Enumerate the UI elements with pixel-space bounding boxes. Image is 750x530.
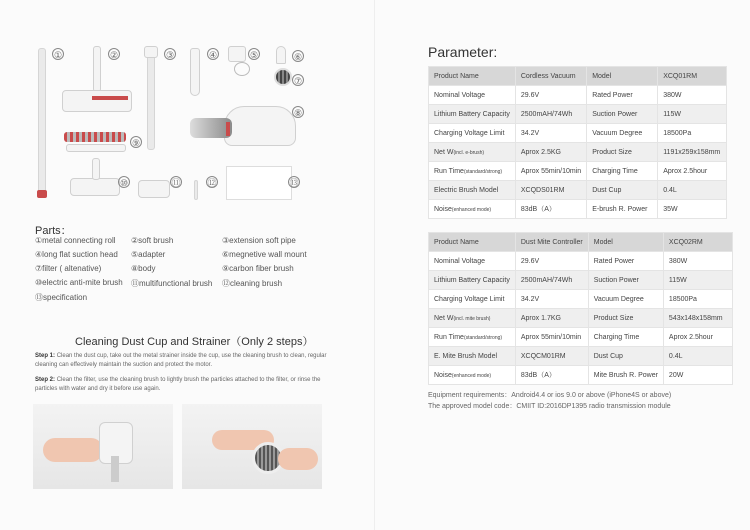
part-item: ⑪multifunctional brush [131,279,213,288]
spec-cell [515,309,588,328]
part-item: ⑧body [131,264,156,273]
spec-cell-note: (incl. mite brush) [453,315,491,322]
spec-cell [515,124,586,143]
spec-row [429,181,727,200]
spec-cell [658,181,727,200]
long-flat-suction-head-image [190,48,200,96]
note-line: Equipment requirements：Android4.4 or ios 9.0 or above (iPhone4S or above) [428,392,672,399]
spec-cell [429,233,516,252]
magnetic-wall-mount-image [276,46,286,64]
spec-cell [429,290,516,309]
spec-cell-text: 29.6V [520,91,540,99]
spec-cell-text: 35W [663,205,678,213]
spec-cell [515,86,586,105]
strainer-image [111,456,119,482]
spec-row [429,105,727,124]
spec-cell [429,347,516,366]
anti-mite-brush-neck-image [92,158,100,180]
spec-cell-text: Charging Voltage Limit [434,129,505,137]
spec-cell [658,200,727,219]
spec-cell-text: Vacuum Degree [593,295,644,303]
spec-cell-text: Model [593,238,613,246]
spec-row [429,86,727,105]
spec-cell [515,366,588,385]
spec-cell-text: Aprox 55min/10min [520,333,582,341]
part-number-5: ⑤ [249,50,259,60]
spec-cell-text: XCQ02RM [668,238,703,246]
spec-cell [658,162,727,181]
spec-cell-text: E. Mite Brush Model [434,352,498,360]
note-line: The approved model code：CMIIT ID:2016DP1395 radio transmission module [428,403,671,410]
part-item: ⑨carbon fiber brush [222,264,294,273]
spec-cell-text: XCQ01RM [663,72,698,80]
spec-cell [658,143,727,162]
part-item: ⑬specification [35,293,88,302]
spec-cell [663,366,732,385]
spec-cell-text: 2500mAH/74Wh [520,110,573,118]
spec-cell [429,309,516,328]
parts-title: Parts： [35,225,72,237]
spec-cell [515,252,588,271]
part-number-6: ⑥ [293,52,303,62]
carbon-fiber-brush-image [64,132,126,142]
spec-cell-text: Dust Cup [592,186,622,194]
spec-cell [587,67,658,86]
spec-cell [587,162,658,181]
spec-cell-text: Noise [434,371,452,379]
part-number-10: ⑩ [119,178,129,188]
spec-cell-text: Product Size [593,314,634,322]
spec-cell [429,252,516,271]
spec-cell-text: Nominal Voltage [434,257,485,265]
step-1 [35,352,335,370]
step-2 [35,376,335,394]
part-number-4: ④ [208,50,218,60]
step-1-label: Step 1: [35,353,56,359]
spec-cell-note: (standard/strong) [463,168,503,175]
spec-cell-text: Electric Brush Model [434,186,499,194]
spec-cell-text: 380W [663,91,682,99]
spec-cell [429,105,516,124]
spec-cell-text: Aprox 2.5hour [668,333,713,341]
vacuum-spec-table [428,66,727,219]
spec-cell [515,105,586,124]
spec-cell [588,271,663,290]
hand-image [43,438,103,462]
step-2-photo [182,404,322,489]
spec-cell-text: 1191x259x158mm [663,148,721,156]
carbon-fiber-brush-base-image [66,144,126,152]
spec-cell-text: Suction Power [593,276,639,284]
spec-cell [663,252,732,271]
spec-cell-text: Product Name [434,72,479,80]
spec-cell-text: Cordless Vacuum [520,72,576,80]
spec-cell [515,200,586,219]
spec-cell-text: Rated Power [592,91,633,99]
spec-cell [663,328,732,347]
spec-cell-text: Run Time [434,167,464,175]
body-accent-image [226,122,230,136]
spec-cell [587,86,658,105]
spec-cell [663,347,732,366]
spec-cell [587,181,658,200]
spec-row [429,328,733,347]
spec-cell-text: Product Name [434,238,479,246]
spec-cell-note: (enhanced mode) [451,206,492,213]
cleaning-title: Cleaning Dust Cup and Strainer（Only 2 steps） [75,336,314,348]
part-number-7: ⑦ [293,76,303,86]
spec-cell [429,86,516,105]
spec-cell [429,181,516,200]
spec-cell [588,347,663,366]
spec-cell [515,290,588,309]
spec-cell-text: Charging Time [592,167,638,175]
soft-brush-strip-image [92,96,128,100]
specification-booklet-image [226,166,292,200]
spec-cell-text: Lithium Battery Capacity [434,110,510,118]
spec-cell [588,309,663,328]
part-item: ⑫cleaning brush [222,279,283,288]
soft-brush-image [62,90,132,112]
spec-cell-text: 83dB（A） [520,206,556,213]
spec-cell-text: Product Size [592,148,632,156]
spec-cell-text: 34.2V [520,295,540,303]
adapter-cable-image [234,62,250,76]
spec-cell [588,233,663,252]
spec-cell [515,271,588,290]
hand-image [278,448,318,470]
part-number-2: ② [109,50,119,60]
spec-row [429,271,733,290]
spec-cell-text: Aprox 2.5KG [520,148,561,156]
spec-row [429,233,733,252]
parts-illustration [30,40,350,220]
part-item: ⑦filter ( altenative) [35,264,102,273]
parameter-title: Parameter: [428,44,498,60]
step-1-text: Clean the dust cup, take out the metal strainer inside the cup, use the cleaning brush to clean, regular cleaning can effectively maintain the suction and protect the motor. [35,353,327,368]
spec-cell [429,67,516,86]
part-number-1: ① [53,50,63,60]
spec-cell-text: 543x148x158mm [668,314,723,322]
part-item: ⑤adapter [131,250,166,259]
spec-row [429,162,727,181]
equipment-notes [428,390,671,412]
spec-cell-text: 115W [668,276,687,284]
part-item: ②soft brush [131,236,174,245]
spec-cell [515,347,588,366]
spec-cell-text: Vacuum Degree [592,129,643,137]
step-2-text: Clean the filter, use the cleaning brush to lightly brush the particles attached to the filter, or rinse the particles with water and dry it before use again. [35,377,321,392]
spec-cell-text: 20W [668,371,684,379]
rod-tip-image [37,190,47,198]
step-1-photo [33,404,173,489]
spec-cell [587,105,658,124]
spec-row [429,67,727,86]
spec-cell-text: 115W [663,110,681,118]
spec-cell-text: 18500Pa [663,129,692,137]
spec-cell-note: (standard/strong) [463,334,503,341]
spec-cell [588,252,663,271]
spec-row [429,124,727,143]
spec-cell [515,233,588,252]
body-handle-image [224,106,296,146]
part-item: ④long flat suction head [35,250,118,259]
metal-connecting-roll-image [38,48,46,198]
spec-cell-text: 29.6V [520,257,540,265]
part-item: ⑩electric anti-mite brush [35,278,123,287]
spec-cell [658,86,727,105]
spec-row [429,347,733,366]
spec-cell-note: (enhanced mode) [451,372,492,379]
mite-controller-spec-table [428,232,733,385]
spec-cell-text: 0.4L [668,352,683,360]
spec-cell [515,181,586,200]
spec-cell [515,67,586,86]
spec-cell-text: Lithium Battery Capacity [434,276,510,284]
spec-row [429,200,727,219]
part-item: ①metal connecting roll [35,236,116,245]
spec-cell [663,271,732,290]
spec-row [429,252,733,271]
spec-cell [429,271,516,290]
spec-cell-text: XCQDS01RM [520,186,565,194]
spec-cell-text: 380W [668,257,688,265]
spec-cell [587,200,658,219]
part-item: ③extension soft pipe [222,236,296,245]
spec-cell-note: (incl. e-brush) [453,149,485,156]
adapter-image [228,46,246,62]
part-number-11: ⑪ [171,178,181,188]
spec-cell-text: Net W [434,148,454,156]
step-2-label: Step 2: [35,377,56,383]
extension-soft-pipe-image [147,50,155,150]
soft-brush-neck-image [93,46,101,92]
spec-cell-text: Aprox 1.7KG [520,314,561,322]
spec-cell [429,124,516,143]
spec-cell-text: Suction Power [592,110,638,118]
part-number-13: ⑬ [289,178,299,188]
spec-cell [587,143,658,162]
pipe-connector-image [144,46,158,58]
spec-cell-text: 83dB（A） [520,372,556,379]
cleaning-brush-image [194,180,198,200]
spec-cell [658,105,727,124]
spec-cell [429,162,516,181]
spec-row [429,290,733,309]
spec-cell-text: Noise [434,205,452,213]
spec-cell [663,233,732,252]
part-number-12: ⑫ [207,178,217,188]
spec-cell [658,124,727,143]
spec-cell-text: Nominal Voltage [434,91,485,99]
part-number-8: ⑧ [293,108,303,118]
spec-cell-text: 18500Pa [668,295,697,303]
spec-row [429,309,733,328]
spec-cell [515,143,586,162]
spec-cell [429,143,516,162]
spec-cell-text: Charging Time [593,333,640,341]
spec-cell [429,366,516,385]
spec-cell [429,328,516,347]
spec-cell-text: XCQCM01RM [520,352,566,360]
spec-cell-text: Dust Cup [593,352,623,360]
spec-cell [663,290,732,309]
spec-cell-text: Aprox 2.5hour [663,167,708,175]
spec-cell [663,309,732,328]
spec-cell-text: Dust Mite Controller [520,238,583,246]
spec-cell [588,290,663,309]
spec-cell-text: 34.2V [520,129,540,137]
spec-cell-text: Charging Voltage Limit [434,295,505,303]
multifunctional-brush-image [138,180,170,198]
spec-row [429,143,727,162]
spec-cell [587,124,658,143]
spec-cell [588,366,663,385]
spec-cell-text: Run Time [434,333,464,341]
spec-cell-text: Net W [434,314,454,322]
spec-cell-text: Rated Power [593,257,635,265]
part-item: ⑥megnetive wall mount [222,250,307,259]
spec-cell-text: Mite Brush R. Power [593,371,658,379]
spec-cell [515,162,586,181]
spec-cell [658,67,727,86]
spec-cell-text: Model [592,72,612,80]
spec-row [429,366,733,385]
filter-image [274,68,292,86]
spec-cell [588,328,663,347]
spec-cell-text: 2500mAH/74Wh [520,276,573,284]
spec-cell [429,200,516,219]
spec-cell [515,328,588,347]
spec-cell-text: Aprox 55min/10min [520,167,582,175]
part-number-9: ⑨ [131,138,141,148]
spec-cell-text: 0.4L [663,186,677,194]
spec-cell-text: E-brush R. Power [592,205,648,213]
electric-anti-mite-brush-image [70,178,120,196]
part-number-3: ③ [165,50,175,60]
